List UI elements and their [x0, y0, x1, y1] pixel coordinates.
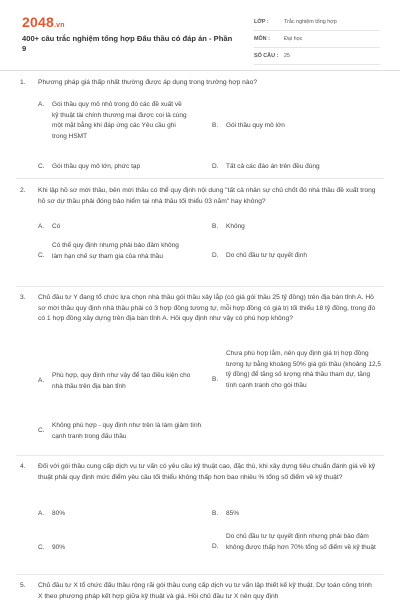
option-text: Phù hợp, quy định như vậy để tạo điều kiện cho nhà thầu trên địa bàn tỉnh [52, 372, 191, 390]
option-letter: C. [38, 163, 45, 170]
meta-value: Trắc nghiệm tổng hợp [284, 19, 337, 25]
meta-table [254, 14, 380, 65]
question-number: 1. [20, 79, 26, 86]
option-letter: B. [212, 376, 219, 383]
option-letter: B. [212, 510, 219, 517]
option-text: Có thể quy định nhưng phải bảo đảm không làm hạn chế sự tham gia của nhà thầu [52, 242, 179, 260]
option-letter: A. [38, 101, 45, 108]
option-text: Tất cả các đáo án trên đều đúng [226, 163, 320, 170]
question-text: Phương pháp giá thấp nhất thường được áp dụng trong trường hợp nào? [38, 79, 258, 86]
option-letter: C. [38, 252, 45, 259]
option-text: Gói thầu quy mô lớn, phức tạp [52, 163, 141, 170]
option-letter: B. [212, 223, 219, 230]
option-text: Chưa phù hợp lắm, nên quy định giá trị hợp đồng tương tự bằng khoảng 50% giá gói thầu (khoảng 12,5 tỷ đồng) để tăng số lượng nhà thầu tham dự, tăng tính cạnh tranh cho gói thầu [226, 350, 381, 389]
option-letter: A. [38, 510, 45, 517]
option-text: Gói thầu quy mô nhỏ trong đó các đề xuất về kỹ thuật tài chính thương mại được coi là cùng một mặt bằng khi đáp ứng các Yêu cầu ghi trong HSMT [52, 101, 187, 140]
question-number: 5. [20, 582, 26, 589]
option-letter: B. [212, 122, 219, 129]
divider [16, 178, 384, 179]
logo-suffix: .vn [53, 22, 65, 29]
logo-text: 2048 [22, 14, 54, 30]
question-text: Khi lập hồ sơ mời thầu, bên mời thầu có thể quy định nội dung "tất cả nhân sự chủ chốt đó nhà thầu đề xuất trong hồ sơ dự thầu phải đóng bảo hiểm tại nhà thầu tối thiểu 03 năm" hay không? [38, 187, 376, 205]
option-text: Không phù hợp - quy định như trên là làm giảm tính cạnh tranh trong đấu thầu [52, 422, 202, 440]
option-letter: D. [212, 163, 219, 170]
option-text: Do chủ đầu tư tự quyết định nhưng phải bảo đảm không được thấp hơn 70% tổng số điểm về kỹ thuật [226, 533, 376, 551]
page-title: 400+ câu trắc nghiệm tổng hợp Đấu thầu có đáp án - Phần 9 [22, 34, 233, 53]
divider [16, 286, 384, 287]
option-text: 85% [226, 510, 240, 517]
meta-key: SỐ CÂU : [254, 53, 279, 59]
question-number: 3. [20, 294, 26, 301]
option-text: Do chủ đầu tư tự quyết định [226, 252, 307, 259]
site-logo[interactable] [22, 14, 65, 30]
option-text: Không [226, 223, 245, 230]
option-letter: C. [38, 544, 45, 551]
document-header [0, 0, 400, 71]
option-letter: A. [38, 223, 45, 230]
option-text: Gói thầu quy mô lớn [226, 122, 285, 129]
meta-key: LỚP : [254, 19, 269, 25]
meta-key: MÔN : [254, 36, 270, 42]
option-letter: C. [38, 427, 45, 434]
meta-value: 25 [284, 53, 290, 59]
option-letter: D. [212, 543, 219, 550]
meta-row-subject [254, 31, 380, 48]
question-text: Chủ đầu tư X tổ chức đấu thầu rộng rãi gói thầu cung cấp dịch vụ tư vấn lập thiết kế kỹ thuật. Dự toán công trình X theo phương pháp kết hợp giữa kỹ thuật và giá. Hồi chủ đầu tư X nên quy định [38, 582, 372, 600]
meta-row-class [254, 14, 380, 31]
question-text: Đối với gói thầu cung cấp dịch vụ tư vấn có yêu cầu kỹ thuật cao, đặc thù, khi xây dựng tiêu chuẩn đánh giá về kỹ thuật phải quy định mức điểm yêu cầu tối thiểu không thấp hơn bao nhiêu % tổng số điểm về kỹ thuật? [38, 463, 376, 481]
option-text: 80% [52, 510, 66, 517]
meta-row-count [254, 48, 380, 65]
option-text: Có [52, 223, 61, 230]
question-5 [0, 581, 400, 600]
option-letter: D. [212, 252, 219, 259]
question-number: 2. [20, 187, 26, 194]
divider [16, 574, 384, 575]
option-letter: A. [38, 377, 45, 384]
meta-value: Đại học [284, 36, 303, 42]
question-text: Chủ đầu tư Y đang tổ chức lựa chọn nhà thầu gói thầu xây lắp (có giá gói thầu 25 tỷ đồng) trên địa bàn tỉnh A. Hồ sơ mời thầu quy định nhà thầu phải có 3 hợp đồng tương tự, mỗi hợp đồng có giá trị tối thiểu 18 tỷ đồng, trong đó có 1 hợp đồng xây dựng trên địa bàn tỉnh A. Hỏi quy định như vậy có phù hợp không? [38, 294, 376, 322]
divider [16, 455, 384, 456]
option-text: 90% [52, 544, 66, 551]
question-number: 4. [20, 463, 26, 470]
